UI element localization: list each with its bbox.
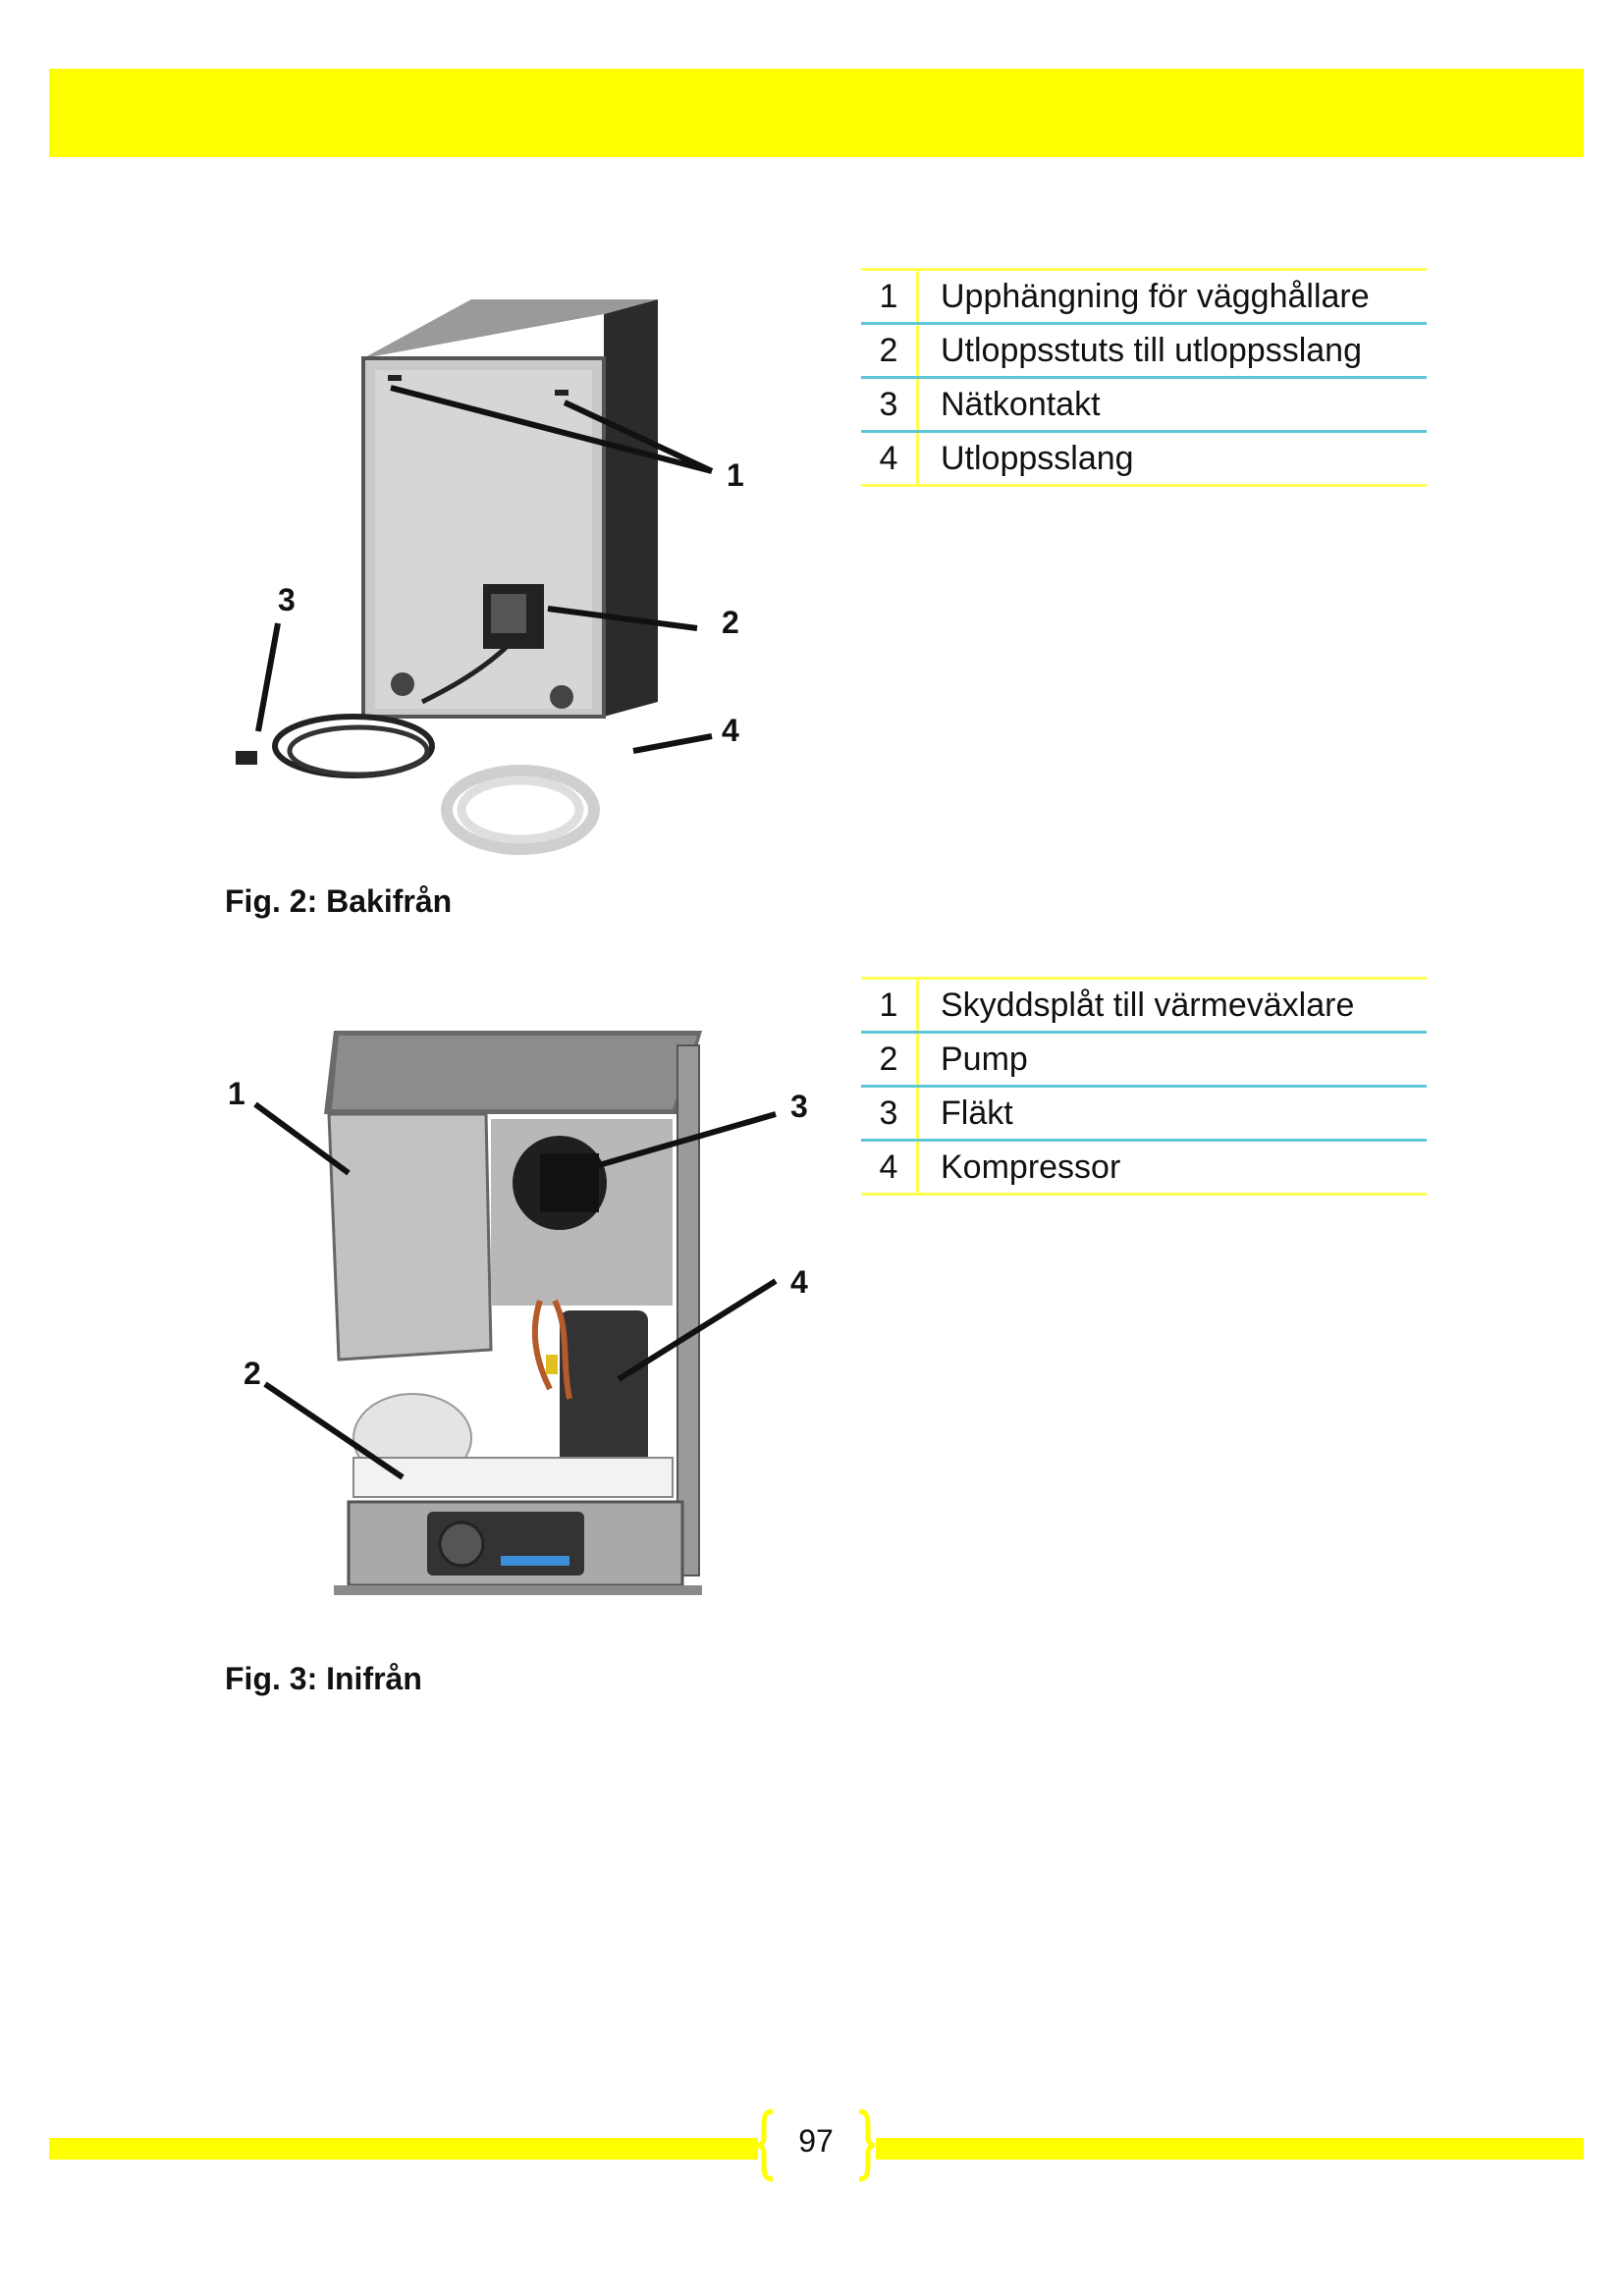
legend-text: Pump (918, 1033, 1428, 1087)
callout-4: 4 (722, 713, 739, 748)
legend-text: Upphängning för vägghållare (918, 270, 1428, 324)
hanger-slot (555, 390, 568, 396)
heat-exchanger-cover (329, 1114, 491, 1360)
page-number: 97 (798, 2123, 834, 2159)
callout-1: 1 (228, 1076, 245, 1111)
legend-number: 1 (861, 270, 918, 324)
figure-inside-view (216, 1006, 844, 1634)
control-knob (440, 1522, 483, 1566)
legend-text: Skyddsplåt till värmeväxlare (918, 979, 1428, 1033)
figure-rear-view (216, 280, 805, 883)
legend-row (861, 1033, 1427, 1087)
compressor (560, 1310, 648, 1482)
footer-band (49, 2138, 758, 2160)
legend-text: Utloppsslang (918, 432, 1428, 486)
legend-number: 4 (861, 1141, 918, 1195)
legend-row (861, 432, 1427, 486)
hanger-slot (388, 375, 402, 381)
figure-1-caption: Fig. 2: Bakifrån (225, 883, 453, 919)
left-brace-icon (756, 2109, 776, 2182)
figure-2-caption: Fig. 3: Inifrån (225, 1661, 422, 1696)
cabinet-side (604, 299, 658, 717)
callout-1: 1 (727, 457, 744, 493)
legend-table-1 (861, 268, 1427, 487)
legend-row (861, 979, 1427, 1033)
legend-number: 2 (861, 324, 918, 378)
legend-number: 2 (861, 1033, 918, 1087)
callout-3: 3 (790, 1089, 808, 1124)
callout-4: 4 (790, 1264, 808, 1300)
header-band (49, 69, 1584, 157)
right-brace-icon (856, 2109, 876, 2182)
legend-row (861, 324, 1427, 378)
legend-row (861, 1141, 1427, 1195)
legend-number: 3 (861, 1087, 918, 1141)
legend-number: 4 (861, 432, 918, 486)
legend-number: 1 (861, 979, 918, 1033)
footer-band (876, 2138, 1584, 2160)
callout-3: 3 (278, 582, 296, 617)
legend-row (861, 378, 1427, 432)
legend-text: Fläkt (918, 1087, 1428, 1141)
legend-table-2 (861, 977, 1427, 1196)
legend-text: Utloppsstuts till utloppsslang (918, 324, 1428, 378)
callout-2: 2 (244, 1356, 261, 1391)
legend-row (861, 1087, 1427, 1141)
legend-row (861, 270, 1427, 324)
callout-2: 2 (722, 605, 739, 640)
legend-text: Kompressor (918, 1141, 1428, 1195)
legend-text: Nätkontakt (918, 378, 1428, 432)
legend-number: 3 (861, 378, 918, 432)
